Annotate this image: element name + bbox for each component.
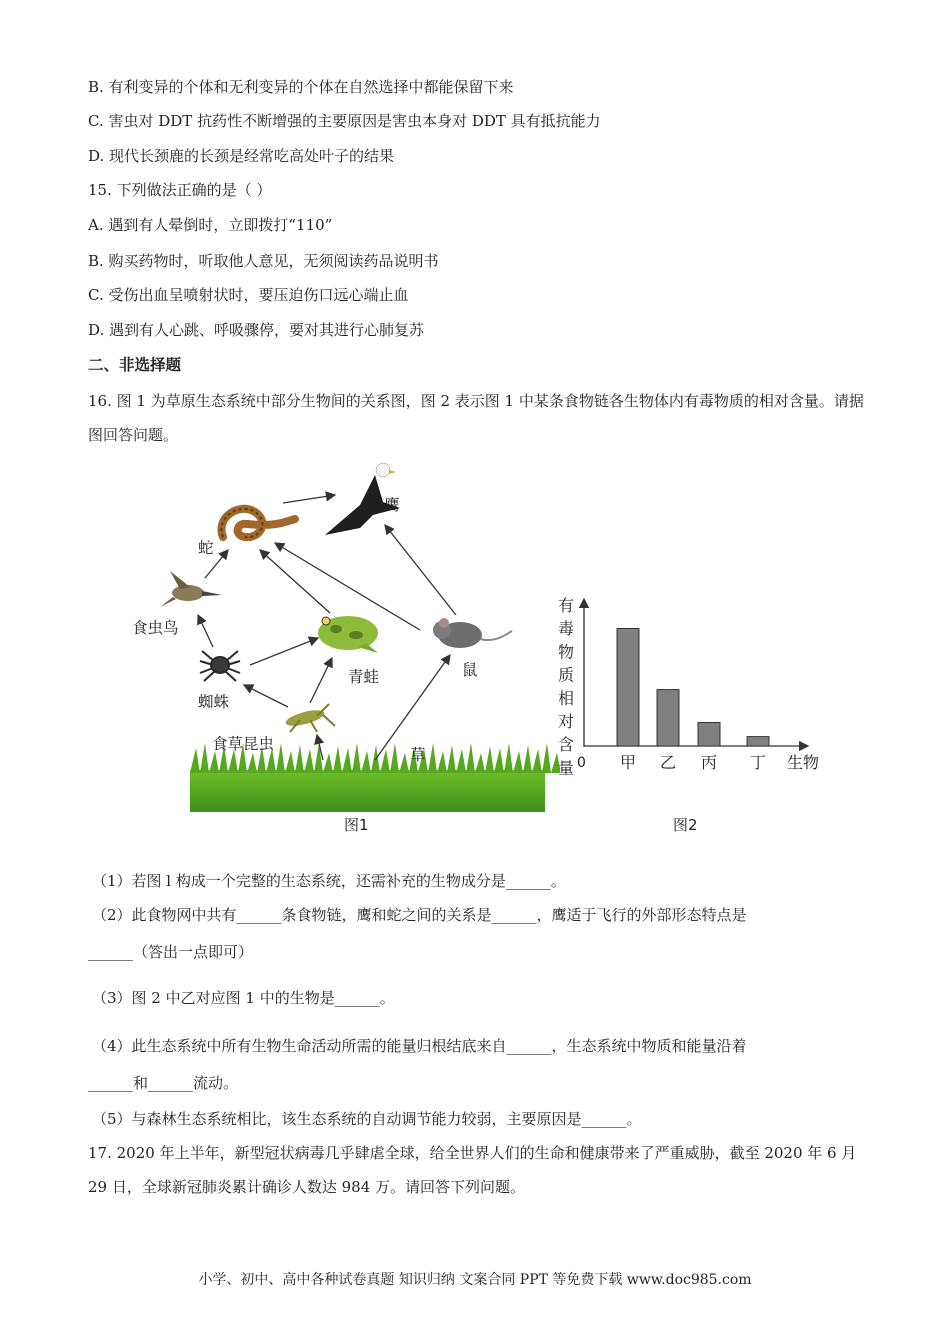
page-footer: 小学、初中、高中各种试卷真题 知识归纳 文案合同 PPT 等免费下载 www.doc985.com (198, 1272, 752, 1288)
bar-3 (698, 723, 720, 747)
insect-image (284, 704, 335, 732)
option-c-prev: C. 害虫对 DDT 抗药性不断增强的主要原因是害虫本身对 DDT 具有抵抗能力 (88, 112, 601, 130)
y-axis-label-char: 量 (558, 758, 575, 778)
q16-part4b: ______和______流动。 (88, 1074, 239, 1092)
label-bird: 食虫鸟 (132, 619, 179, 637)
x-tick-label: 丁 (750, 753, 767, 772)
origin-label: 0 (577, 755, 586, 771)
spider-image (200, 651, 240, 681)
q15-option-a: A. 遇到有人晕倒时，立即拨打“110” (88, 216, 333, 234)
option-d-prev: D. 现代长颈鹿的长颈是经常吃高处叶子的结果 (88, 147, 395, 165)
q16-part5: （5）与森林生态系统相比，该生态系统的自动调节能力较弱，主要原因是______。 (92, 1110, 642, 1128)
figure2-bar-chart (550, 585, 850, 835)
q15-option-d: D. 遇到有人心跳、呼吸骤停，要对其进行心肺复苏 (88, 321, 425, 339)
frog-image (318, 616, 378, 653)
q16-part4a: （4）此生态系统中所有生物生命活动所需的能量归根结底来自______，生态系统中物质和能量沿着 (92, 1037, 747, 1055)
q15-option-b: B. 购买药物时，听取他人意见，无须阅读药品说明书 (88, 252, 439, 270)
label-spider: 蜘蛛 (198, 693, 230, 711)
y-axis-label-char: 质 (558, 665, 575, 685)
label-eagle: 鹰 (384, 496, 400, 514)
grass-image (190, 743, 560, 812)
y-axis-label-char: 物 (558, 642, 575, 662)
arrow-snake-eagle (283, 495, 335, 503)
bar-2 (657, 690, 679, 746)
q15-option-c: C. 受伤出血呈喷射状时，要压迫伤口远心端止血 (88, 286, 409, 304)
bar-1 (617, 629, 639, 747)
q16-part2b: ______（答出一点即可） (88, 943, 254, 961)
arrow-insect-spider (244, 685, 288, 707)
figure1-food-web (120, 455, 560, 840)
arrow-frog-snake (260, 550, 330, 613)
section-title: 二、非选择题 (88, 356, 182, 374)
x-tick-label: 丙 (701, 753, 718, 772)
arrow-mouse-eagle (385, 525, 456, 615)
option-b-prev: B. 有利变异的个体和无利变异的个体在自然选择中都能保留下来 (88, 78, 514, 96)
arrow-insect-frog (310, 658, 332, 703)
y-axis-label (558, 596, 574, 777)
label-frog: 青蛙 (348, 668, 380, 686)
x-tick-label: 乙 (660, 753, 677, 772)
q16-stem: 16. 图 1 为草原生态系统中部分生物间的关系图，图 2 表示图 1 中某条食物链各生物体内有毒物质的相对含量。请据图回答问题。 (88, 392, 864, 444)
label-mouse: 鼠 (462, 661, 478, 679)
mouse-image (433, 618, 512, 648)
figure1-caption: 图1 (344, 816, 369, 834)
arrow-grass-mouse (375, 655, 450, 760)
y-axis-label-char: 毒 (558, 619, 575, 639)
label-insect: 食草昆虫 (212, 735, 275, 753)
y-axis-label-char: 对 (558, 712, 575, 731)
arrow-spider-bird (198, 615, 213, 647)
x-tick-label: 甲 (620, 753, 637, 772)
snake-image (221, 509, 295, 537)
bird-image (160, 571, 222, 607)
q16-part3: （3）图 2 中乙对应图 1 中的生物是______。 (92, 989, 395, 1007)
x-axis-label: 生物 (787, 753, 820, 772)
q16-part2a: （2）此食物网中共有______条食物链，鹰和蛇之间的关系是______，鹰适于飞行的外部形态特点是 (92, 906, 747, 924)
y-axis-label-char: 相 (558, 688, 575, 708)
arrow-spider-frog (250, 638, 318, 665)
q17-stem: 17. 2020 年上半年，新型冠状病毒几乎肆虐全球，给全世界人们的生命和健康带来了严重威胁，截至 2020 年 6 月 29 日，全球新冠肺炎累计确诊人数达 984 万。请回答下列问题。 (88, 1144, 857, 1196)
label-snake: 蛇 (198, 539, 214, 557)
label-grass: 草 (410, 746, 426, 764)
figure2-caption: 图2 (673, 816, 698, 834)
bar-4 (747, 737, 769, 746)
q16-part1: （1）若图 l 构成一个完整的生态系统，还需补充的生物成分是______。 (92, 872, 566, 890)
q15-stem: 15. 下列做法正确的是（ ） (88, 181, 272, 199)
y-axis-label-char: 有 (558, 596, 575, 615)
y-axis-label-char: 含 (558, 735, 575, 755)
